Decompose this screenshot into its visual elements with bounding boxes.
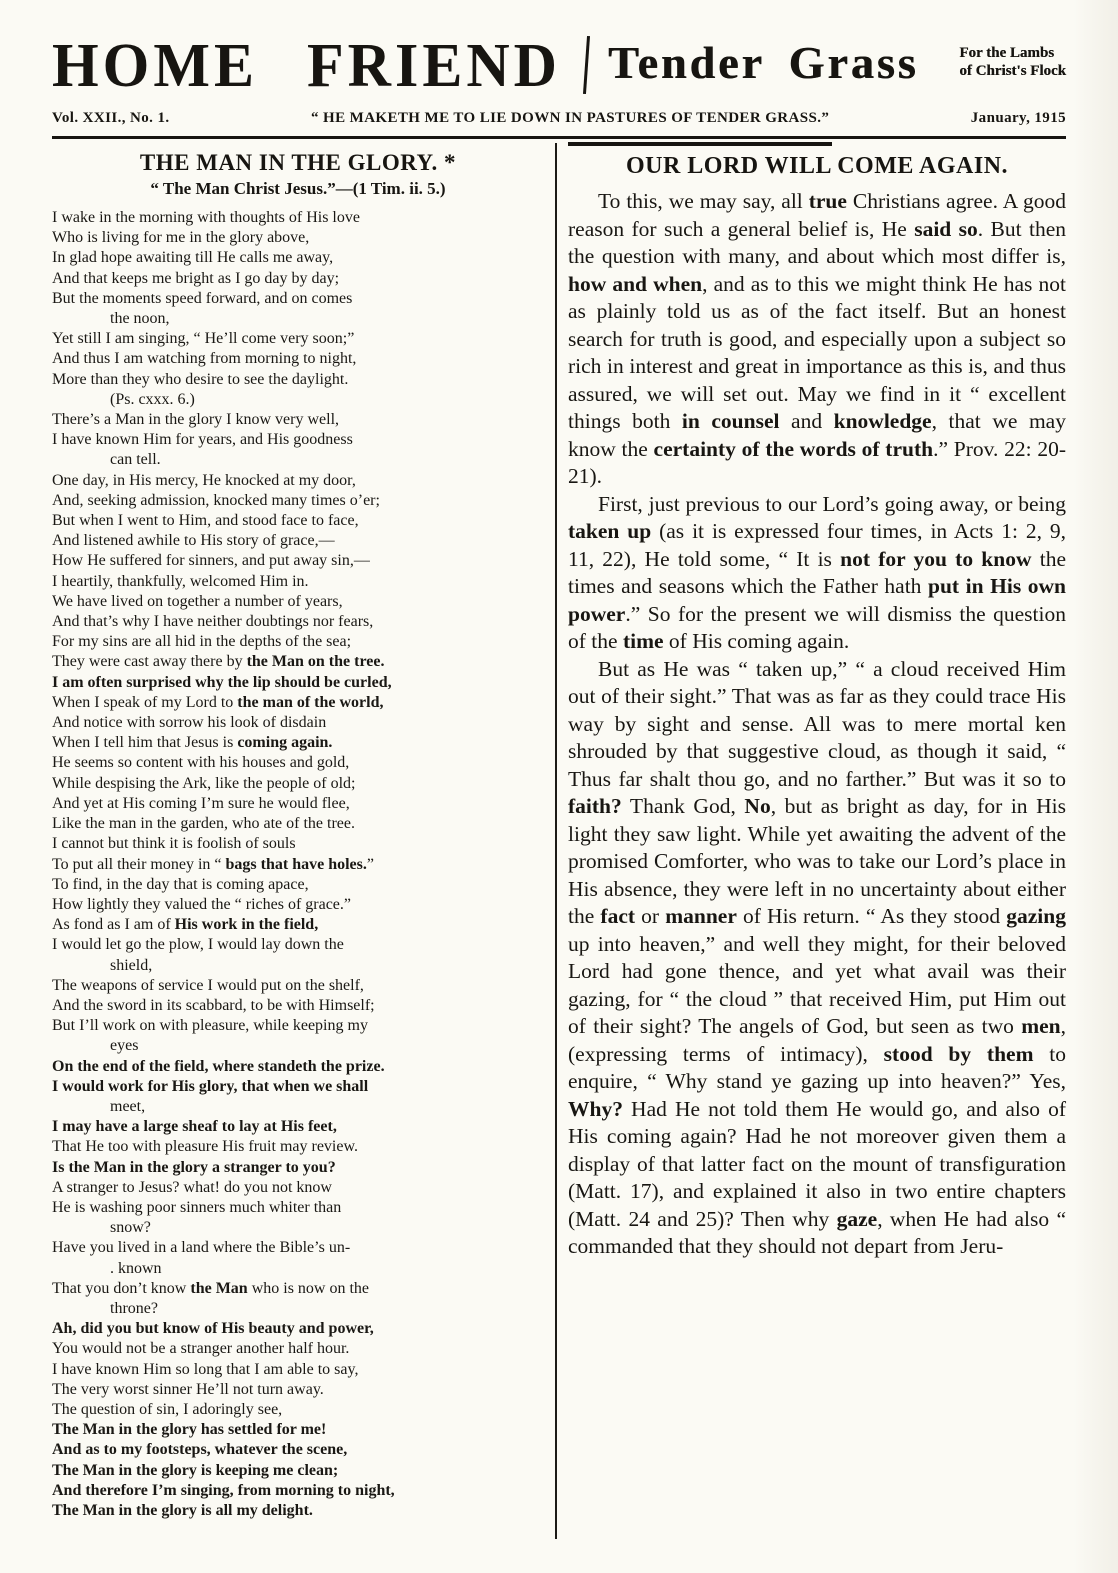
masthead-divider-bar — [583, 36, 590, 94]
masthead-info-row — [52, 110, 1066, 127]
poem-line: throne? — [110, 1299, 158, 1317]
poem-line: A stranger to Jesus? what! do you not know — [52, 1178, 332, 1196]
poem-line: I would work for His glory, that when we shall — [52, 1077, 369, 1095]
poem-line: But when I went to Him, and stood face to face, — [52, 512, 359, 530]
poem-line: When I speak of my Lord to the man of the world, — [52, 693, 384, 711]
issue-date: January, 1915 — [970, 110, 1066, 126]
poem-line: Is the Man in the glory a stranger to you? — [52, 1158, 336, 1176]
masthead-motto: “ HE MAKETH ME TO LIE DOWN IN PASTURES OF TENDER GRASS.” — [310, 110, 830, 126]
tagline-line-1: For the Lambs — [959, 45, 1055, 61]
poem-line: The Man in the glory has settled for me! — [52, 1421, 327, 1439]
poem-line: You would not be a stranger another half hour. — [52, 1340, 350, 1358]
masthead-tagline — [959, 34, 1066, 80]
poem-line: There’s a Man in the glory I know very well, — [52, 411, 340, 429]
poem-line: shield, — [110, 956, 153, 974]
right-column — [568, 141, 1066, 1539]
article-paragraph: But as He was “ taken up,” “ a cloud received Him out of their sight.” That was as far as they could trace His way by sight and sense. All was to mere mortal ken shrouded by that suggestive cloud, as though it said, “ Thus far shalt thou go, and no farther.” But was it so to faith? Thank God, No, but as bright as day, for in His light they saw light. While yet awaiting the advent of the promised Comforter, who was to take our Lord’s place in His absence, they were left in no uncertainty about either the fact or manner of His return. “ As they stood gazing up into heaven,” and well they might, for their beloved Lord had gone thence, and yet what avail was their gazing, for “ the cloud ” that received Him, put Him out of their sight? The angels of God, but seen as two men, (expressing terms of intimacy), stood by them to enquire, “ Why stand ye gazing up into heaven?” Yes, Why? Had He not told them He would go, and also of His coming again? Had he not moreover given them a display of that latter fact on the mount of transfiguration (Matt. 17), and explained it also in two entire chapters (Matt. 24 and 25)? Then why gaze, when He had also “ commanded that they should not depart from Jeru- — [568, 656, 1067, 1258]
poem-line: The weapons of service I would put on the shelf, — [52, 976, 364, 994]
tagline-line-2: of Christ's Flock — [959, 63, 1066, 79]
poem-line: snow? — [110, 1219, 151, 1237]
poem-line: While despising the Ark, like the people of old; — [52, 774, 356, 792]
poem-line: On the end of the field, where standeth the prize. — [52, 1057, 385, 1075]
poem-line: The Man in the glory is keeping me clean; — [52, 1461, 339, 1479]
poem-line: The very worst sinner He’ll not turn away. — [52, 1380, 324, 1398]
poem-line: And that keeps me bright as I go day by day; — [52, 269, 340, 287]
poem-line: That you don’t know the Man who is now on the — [52, 1279, 370, 1297]
poem-line: For my sins are all hid in the depths of the sea; — [52, 633, 352, 651]
masthead — [0, 0, 1118, 139]
article-paragraph: First, just previous to our Lord’s going away, or being taken up (as it is expressed four times, in Acts 1: 2, 9, 11, 22), He told some, “ It is not for you to know the times and seasons which the Father hath put in His own power.” So for the present we will dismiss the question of the time of His coming again. — [568, 491, 1066, 653]
poem-line: Yet still I am singing, “ He’ll come very soon;” — [52, 330, 355, 348]
poem-line: Who is living for me in the glory above, — [52, 229, 310, 247]
poem-line: And that’s why I have neither doubtings nor fears, — [52, 613, 374, 631]
poem-line: And as to my footsteps, whatever the scene, — [52, 1441, 348, 1459]
volume-number: Vol. XXII., No. 1. — [52, 110, 170, 126]
poem-line: To put all their money in “ bags that have holes.” — [52, 855, 374, 873]
poem-line: And yet at His coming I’m sure he would flee, — [52, 794, 350, 812]
poem-line: eyes — [110, 1037, 139, 1055]
poem-line: As fond as I am of His work in the field, — [52, 916, 319, 934]
poem-line: He is washing poor sinners much whiter than — [52, 1198, 342, 1216]
poem-line: They were cast away there by the Man on the tree. — [52, 653, 385, 671]
masthead-title-tender-grass: Tender Grass — [608, 37, 919, 88]
poem-line: (Ps. cxxx. 6.) — [110, 390, 195, 408]
poem-line: I would let go the plow, I would lay down the — [52, 936, 344, 954]
poem-line: That He too with pleasure His fruit may review. — [52, 1138, 358, 1156]
poem-line: And therefore I’m singing, from morning to night, — [52, 1481, 395, 1499]
article-title: OUR LORD WILL COME AGAIN. — [625, 153, 1009, 179]
article-body — [568, 188, 1066, 1261]
poem-line: Ah, did you but know of His beauty and power, — [52, 1320, 374, 1338]
poem-line: I heartily, thankfully, welcomed Him in. — [52, 572, 309, 590]
poem-line: In glad hope awaiting till He calls me away, — [52, 249, 334, 267]
article-paragraph: To this, we may say, all true Christians agree. A good reason for such a general belief is, He said so. But then the question with many, and about which most differ is, how and when, and as to this we might think He has not as plainly told us as of the fact itself. But an honest search for truth is good, and especially upon a subject so rich in interest and great in importance as this is, and thus assured, we will set out. May we find in it “ excellent things both in counsel and knowledge, that we may know the certainty of the words of truth.” Prov. 22: 20-21). — [568, 189, 1066, 488]
poem — [52, 208, 544, 1521]
left-column — [52, 141, 544, 1539]
poem-line: can tell. — [110, 451, 161, 469]
poem-line: And listened awhile to His story of grace,— — [52, 532, 335, 550]
poem-line: Have you lived in a land where the Bible’s un- — [52, 1239, 351, 1257]
poem-line: The question of sin, I adoringly see, — [52, 1400, 283, 1418]
poem-line: One day, in His mercy, He knocked at my door, — [52, 471, 356, 489]
poem-line: And thus I am watching from morning to night, — [52, 350, 357, 368]
poem-line: But I’ll work on with pleasure, while keeping my — [52, 1017, 368, 1035]
poem-line: meet, — [110, 1097, 146, 1115]
poem-line: I wake in the morning with thoughts of His love — [52, 209, 360, 226]
poem-line: To find, in the day that is coming apace, — [52, 875, 309, 893]
poem-line: the noon, — [110, 310, 170, 328]
poem-line: And notice with sorrow his look of disdain — [52, 714, 327, 732]
poem-line: I cannot but think it is foolish of souls — [52, 835, 296, 853]
poem-line: We have lived on together a number of years, — [52, 592, 343, 610]
poem-line: And the sword in its scabbard, to be with Himself; — [52, 996, 375, 1014]
page-columns — [0, 139, 1118, 1539]
poem-line: I have known Him so long that I am able to say, — [52, 1360, 359, 1378]
poem-line: But the moments speed forward, and on comes — [52, 289, 353, 307]
column-divider — [555, 143, 557, 1539]
poem-subtitle: “ The Man Christ Jesus.”—(1 Tim. ii. 5.) — [150, 179, 446, 198]
masthead-titles — [52, 30, 1066, 100]
right-column-rule — [568, 142, 832, 146]
poem-line: I am often surprised why the lip should be curled, — [52, 673, 392, 691]
poem-line: Like the man in the garden, who ate of the tree. — [52, 815, 355, 833]
poem-line: And, seeking admission, knocked many times o’er; — [52, 491, 380, 509]
poem-line: More than they who desire to see the daylight. — [52, 370, 349, 388]
poem-line: The Man in the glory is all my delight. — [52, 1502, 313, 1519]
poem-line: How He suffered for sinners, and put away sin,— — [52, 552, 370, 570]
poem-line: When I tell him that Jesus is coming again. — [52, 734, 333, 752]
poem-line: He seems so content with his houses and gold, — [52, 754, 350, 772]
poem-line: How lightly they valued the “ riches of grace.” — [52, 895, 351, 913]
poem-line: I may have a large sheaf to lay at His feet, — [52, 1118, 337, 1136]
masthead-title-home-friend: HOME FRIEND — [52, 30, 561, 100]
poem-line: . known — [110, 1259, 162, 1277]
poem-line: I have known Him for years, and His goodness — [52, 431, 353, 449]
poem-title: THE MAN IN THE GLORY. * — [139, 150, 457, 175]
